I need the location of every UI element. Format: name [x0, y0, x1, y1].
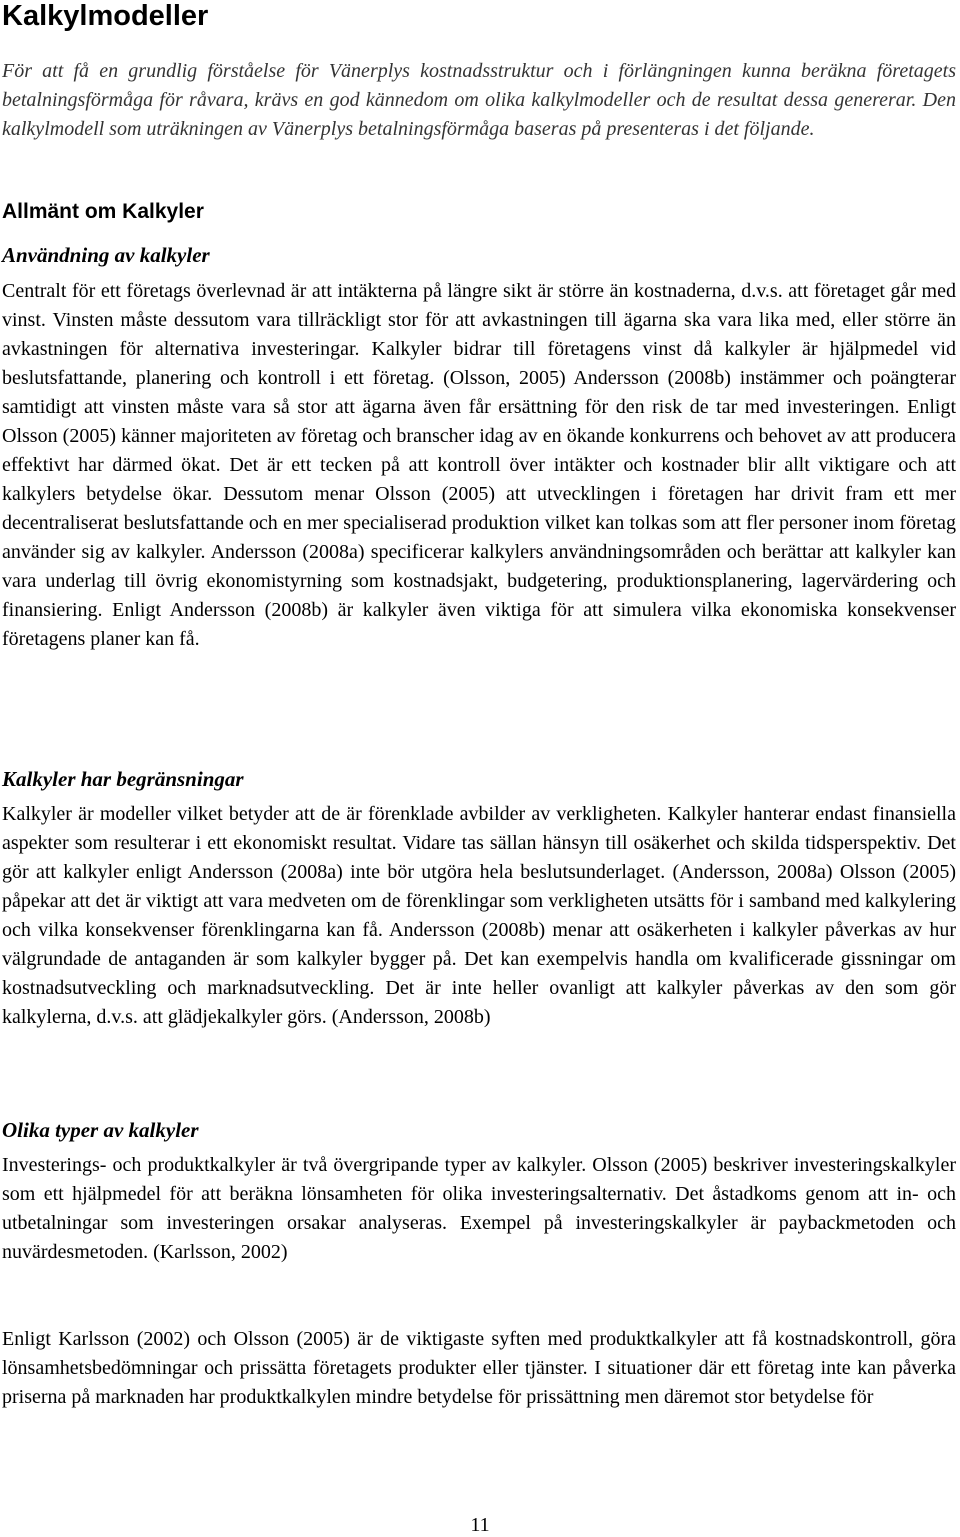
subsection-heading-limitations: Kalkyler har begränsningar [2, 767, 244, 791]
intro-paragraph: För att få en grundlig förståelse för Vänerplys kostnadsstruktur och i förlängningen kunna beräkna företagets betalningsförmåga för råvara, krävs en god kännedom om olika kalkylmodeller och de resultat dessa genererar. Den kalkylmodell som uträkningen av Vänerplys betalningsförmåga baseras på presenteras i det följande. [2, 60, 956, 140]
types-paragraph-2: Enligt Karlsson (2002) och Olsson (2005) är de viktigaste syften med produktkalkyler att få kostnadskontroll, göra lönsamhetsbedömningar och prissätta företagets produkter eller tjänster. I situationer där ett företag inte kan påverka priserna på marknaden har produktkalkylen mindre betydelse för prissättning men däremot stor betydelse för [2, 1328, 956, 1408]
limitations-paragraph: Kalkyler är modeller vilket betyder att de är förenklade avbilder av verkligheten. Kalkyler hanterar endast finansiella aspekter som resulterar i ett ekonomiskt resultat. Vidare tas sällan hänsyn till osäkerhet och skilda tidsperspektiv. Det gör att kalkyler enligt Andersson (2008a) inte bör utgöra hela beslutsunderlaget. (Andersson, 2008a) Olsson (2005) påpekar att det är viktigt att vara medveten om de förenklingar som verkligheten utsätts för i samband med kalkylering och vilka konsekvenser förenklingarna kan få. Andersson (2008b) menar att osäkerheten i kalkyler påverkas av hur välgrundade de antaganden är som kalkyler bygger på. Det kan exempelvis handla om kvalificerade gissningar om kostnadsutveckling och marknadsutveckling. Det är inte heller ovanligt att kalkyler påverkas av den som gör kalkylerna, d.v.s. att glädjekalkyler görs. (Andersson, 2008b) [2, 803, 956, 1028]
page-number: 11 [470, 1514, 490, 1536]
usage-paragraph: Centralt för ett företags överlevnad är att intäkterna på längre sikt är större än kostnaderna, d.v.s. att företaget går med vinst. Vinsten måste dessutom vara tillräckligt stor för att avkastningen till ägarna ska vara lika med, eller större än avkastningen för alternativa investeringar. Kalkyler bidrar till företagens vinst då kalkyler är hjälpmedel vid beslutsfattande, planering och kontroll i ett företag. (Olsson, 2005) Andersson (2008b) instämmer och poängterar samtidigt att vinsten måste vara så stor att ägarna även får ersättning för den risk de tar med investeringen. Enligt Olsson (2005) känner majoriteten av företag och branscher idag av en ökande konkurrens och behovet av att producera effektivt har därmed ökat. Det är ett tecken på att kontroll över intäkter och kostnader blir allt viktigare och att kalkylers betydelse ökar. Dessutom menar Olsson (2005) att utvecklingen i företagen har drivit fram ett mer decentraliserat beslutsfattande och en mer specialiserad produktion vilket kan tolkas som att fler personer inom företag använder sig av kalkyler. Andersson (2008a) specificerar kalkylers användningsområden och berättar att kalkyler kan vara underlag till övrig ekonomistyrning som kostnadsjakt, budgetering, produktionsplanering, lagervärdering och finansiering. Enligt Andersson (2008b) är kalkyler även viktiga för att simulera vilka ekonomiska konsekvenser företagens planer kan få. [2, 280, 956, 650]
subsection-heading-types: Olika typer av kalkyler [2, 1118, 199, 1142]
section-heading: Allmänt om Kalkyler [2, 200, 204, 223]
subsection-heading-usage: Användning av kalkyler [2, 243, 210, 267]
types-paragraph-1: Investerings- och produktkalkyler är två övergripande typer av kalkyler. Olsson (2005) beskriver investeringskalkyler som ett hjälpmedel för att beräkna lönsamheten för olika investeringsalternativ. Det åstadkoms genom att in- och utbetalningar som investeringen orsakar analyseras. Exempel på investeringskalkyler är paybackmetoden och nuvärdesmetoden. (Karlsson, 2002) [2, 1154, 956, 1263]
page-title: Kalkylmodeller [2, 0, 209, 32]
